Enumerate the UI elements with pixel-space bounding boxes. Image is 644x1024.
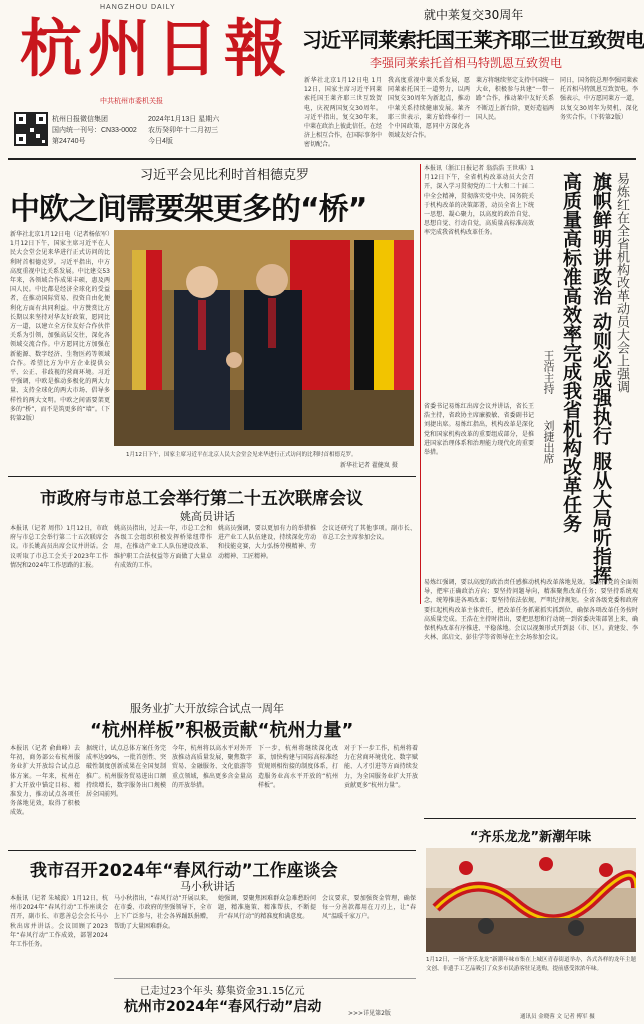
photo-story-credit: 通讯员 金晓蓉 文 记者 傅军 摄 (520, 1014, 595, 1020)
service-story-body4: 下一步，杭州将继续深化改革，加快构建与国际高标准经贸规则相衔接的制度体系，打造服务业高水平开放的“杭州样板”。 (258, 745, 338, 789)
xi-story-kicker: 习近平会见比利时首相德克罗 (140, 168, 310, 183)
issue-date: 2024年1月13日 星期六 (148, 116, 220, 123)
right-story-col-b: 省委书记易炼红出席会议并讲话，省长王浩主持，省政协主席廉毅敏、省委副书记刘捷出席。易炼红指出，机构改革是深化党和国家机构改革的重要组成部分，是推进国家治理体系和治理能力现代化的重要举措。 (424, 403, 534, 457)
union-story-body1: 本报讯（记者 周伟）1月12日，市政府与市总工会举行第二十五次联席会议。市长姚高员出席会议并讲话。会议听取了市总工会关于2023年工作情况和2024年工作思路的汇报。 (10, 525, 108, 569)
right-story-byline-1: 王浩主持 (542, 350, 555, 394)
xi-story-body: 新华社北京1月12日电（记者杨依军）1月12日下午，国家主席习近平在人民大会堂会见来华进行正式访问的比利时首相德克罗。习近平指出，中方高度重视中比关系发展。中比建交53年来，各领域合作成果丰硕，惠及两国人民。中比都是经济全球化的受益者，在推动国际贸易、投资自由化便利化方面有共同利益。中方赞赏比方长期以来坚持对华友好政策，愿同比方一道，以建立全方位友好合作伙伴关系为引领，加强高层交往，深化各领域交流合作。中方愿同比方加强在新能源、数字经济、生物医药等领域合作。希望比方为中方企业提供公平、公正、非歧视的营商环境。习近平强调，中欧是推动多极化的两大力量、支持全球化的两大市场、倡导多样性的两大文明。中欧之间需要架更多的“桥”，而不是筑更多的“墙”。（下转第2版） (10, 231, 110, 423)
top-story-col3: 莱方将继续坚定支持中国统一大业，积极参与共建“一带一路”合作，推动莱中友好关系不断迈上新台阶，更好造福两国人民。 (476, 77, 554, 121)
service-story-body1: 本报讯（记者 俞曲峰）去年初，商务部公布杭州服务业扩大开放综合试点总体方案。一年来，杭州在扩大开放中锚定目标、精准发力，推动试点各项任务落地见效，取得了积极成效。 (10, 745, 80, 817)
photo-story-title: “齐乐龙龙”新潮年味 (470, 830, 592, 845)
service-story-body3: 今年，杭州将以高水平对外开放推动高质量发展，聚焦数字贸易、金融服务、文化旅游等重点领域，推出更多含金量高的开放举措。 (172, 745, 252, 789)
masthead-logo: 杭州日報 (20, 12, 293, 85)
spring-story-body2: 马小秋指出，“春风行动”开展以来，在市委、市政府的坚强领导下，全市上下广泛参与，社会各界踊跃捐赠，帮助了大量困难群众。 (114, 895, 212, 930)
lunar-date: 农历癸卯年十二月初三 (148, 127, 218, 134)
masthead-rule (8, 158, 636, 160)
xi-photo-caption: 1月12日下午，国家主席习近平在北京人民大会堂会见来华进行正式访问的比利时首相德克罗。 (126, 452, 357, 458)
spring-footer-line1: 已走过23个年头 募集资金31.15亿元 (140, 986, 305, 997)
spring-story-byline: 马小秋讲话 (180, 880, 235, 893)
service-story-body5: 对于下一步工作，杭州将着力在营商环境优化、数字赋能、人才引进等方面持续发力，为全国服务业扩大开放贡献更多“杭州力量”。 (344, 745, 418, 789)
right-story-kicker: 易炼红在全省机构改革动员大会上强调 (614, 172, 629, 393)
union-story-title: 市政府与市总工会举行第二十五次联席会议 (40, 489, 363, 509)
section-rule-2 (8, 850, 416, 851)
spring-story-body1: 本报讯（记者 朱城波）1月12日，杭州市2024年“春风行动”工作座谈会召开，副市长、市慈善总会会长马小秋出席并讲话。会议回顾了2023年“春风行动”工作成效，部署2024年工作任务。 (10, 895, 108, 949)
right-story-title-2: 高质量高标准高效率完成我省机构改革任务 (560, 172, 582, 533)
cn-number: 国内统一刊号：CN33-0002 (52, 127, 137, 134)
masthead-english: HANGZHOU DAILY (100, 4, 176, 11)
top-story-col2: 我高度重视中莱关系发展，愿同莱索托国王一道努力，以两国复交30周年为新起点，推动中莱关系持续健康发展。莱齐耶三世表示，莱方始终奉行一个中国政策，愿同中方深化各领域友好合作。 (388, 77, 470, 140)
section-rule-1 (8, 476, 416, 477)
top-story-col4: 同日，国务院总理李强同莱索托首相马特凯恩互致贺电。李强表示，中方愿同莱方一道，以复交30周年为契机，深化务实合作。（下转第2版） (560, 77, 638, 121)
right-story-title-1: 旗帜鲜明讲政治 动则必成强执行 服从大局听指挥 (590, 172, 612, 585)
service-story-title: “杭州样板”积极贡献“杭州力量” (90, 720, 354, 741)
spring-story-title: 我市召开2024年“春风行动”工作座谈会 (30, 861, 338, 881)
page-count: 今日4版 (148, 138, 173, 145)
service-story-kicker: 服务业扩大开放综合试点一周年 (130, 702, 284, 715)
qr-code-icon (14, 112, 48, 146)
right-story-col-a: 本报讯（浙江日报记者 翁浩浩 王世琪）1月12日下午，全省机构改革动员大会召开，深入学习贯彻党的二十大和二十届二中全会精神，贯彻落实党中央、国务院关于机构改革的决策部署，动员全省上下统一思想、凝心聚力，以高度的政治自觉、思想自觉、行动自觉，高质量高标准高效率完成我省机构改革任务。 (424, 165, 534, 237)
xi-meeting-photo (114, 230, 414, 446)
union-story-body2: 姚高员指出，过去一年，市总工会和各级工会组织积极发挥桥梁纽带作用，在推动产业工人队伍建设改革、维护职工合法权益等方面做了大量卓有成效的工作。 (114, 525, 212, 569)
union-story-body3: 姚高员强调，要以更加有力的举措推进产业工人队伍建设，持续深化劳动和技能竞赛，大力弘扬劳模精神、劳动精神、工匠精神。 (218, 525, 316, 560)
spring-footer-line2: 杭州市2024年“春风行动”启动 (124, 999, 322, 1015)
issue-number: 第24740号 (52, 138, 86, 145)
right-column-divider (420, 164, 421, 604)
spring-story-body4: 会议要求，要加强资金管理，确保每一分善款都用在刀刃上，让“春风”温暖千家万户。 (322, 895, 416, 921)
wechat-line: 杭州日报微信集团 (52, 116, 108, 123)
right-story-byline-2: 刘捷出席 (542, 420, 555, 464)
photo-story-caption: 1月12日，一场“齐乐龙龙”新潮年味市集在上城区青春街道举办，各式各样的龙年主题文创、非遗手工艺品吸引了众多市民游客驻足选购，提前感受浓浓年味。 (426, 957, 636, 972)
xi-photo-credit: 新华社记者 翟健岚 摄 (340, 462, 398, 469)
top-story-col1: 新华社北京1月12日电 1月12日，国家主席习近平同莱索托国王莱齐耶三世互致贺电，庆祝两国复交30周年。习近平指出，复交30年来，中莱在政治上彼此信任，在经济上相互合作，在国际事务中密切配合。 (304, 77, 382, 149)
section-rule-3 (424, 818, 636, 819)
union-story-byline: 姚高员讲话 (180, 510, 235, 523)
top-story-title: 习近平同莱索托国王莱齐耶三世互致贺电 (302, 28, 644, 52)
masthead-sub: 中共杭州市委机关报 (100, 97, 163, 105)
right-story-wide: 易炼红强调，要以高度的政治责任感推动机构改革落地见效。要坚持党的全面领导，把牢正确政治方向；要坚持问题导向，精准聚焦改革任务；要坚持系统观念，统筹推进各项改革；要坚持依法依规，严明纪律规矩。全省各级党委和政府要扛起机构改革主体责任，把改革任务抓紧抓实抓到位，确保各项改革任务按时高质量完成。王浩在主持时指出，要把思想和行动统一到省委决策部署上来，确保机构改革有序推进、平稳落地。会议以视频形式开到县（市、区）。黄建发、李火林、邱启文、彭佳学等省领导在主会场参加会议。 (424, 579, 638, 642)
see-page-2-link[interactable]: >>>详见第2版 (348, 1010, 391, 1017)
union-story-body4: 会议还研究了其他事项。副市长、市总工会主席参加会议。 (322, 525, 416, 542)
top-story-kicker: 就中莱复交30周年 (424, 8, 524, 22)
spring-story-body3: 她强调，要聚焦困难群众急难愁盼问题，精准施策、精准帮扶，不断提升“春风行动”的精准度和满意度。 (218, 895, 316, 921)
service-story-body2: 据统计，试点总体方案任务完成率达99%，一批首创性、突破性制度创新成果在全国复制推广。杭州服务贸易进出口额持续增长，数字服务出口规模居全国前列。 (86, 745, 166, 799)
top-story-subtitle: 李强同莱索托首相马特凯恩互致贺电 (370, 56, 563, 70)
dragon-market-photo (426, 848, 636, 952)
xi-story-title: 中欧之间需要架更多的“桥” (10, 192, 367, 227)
